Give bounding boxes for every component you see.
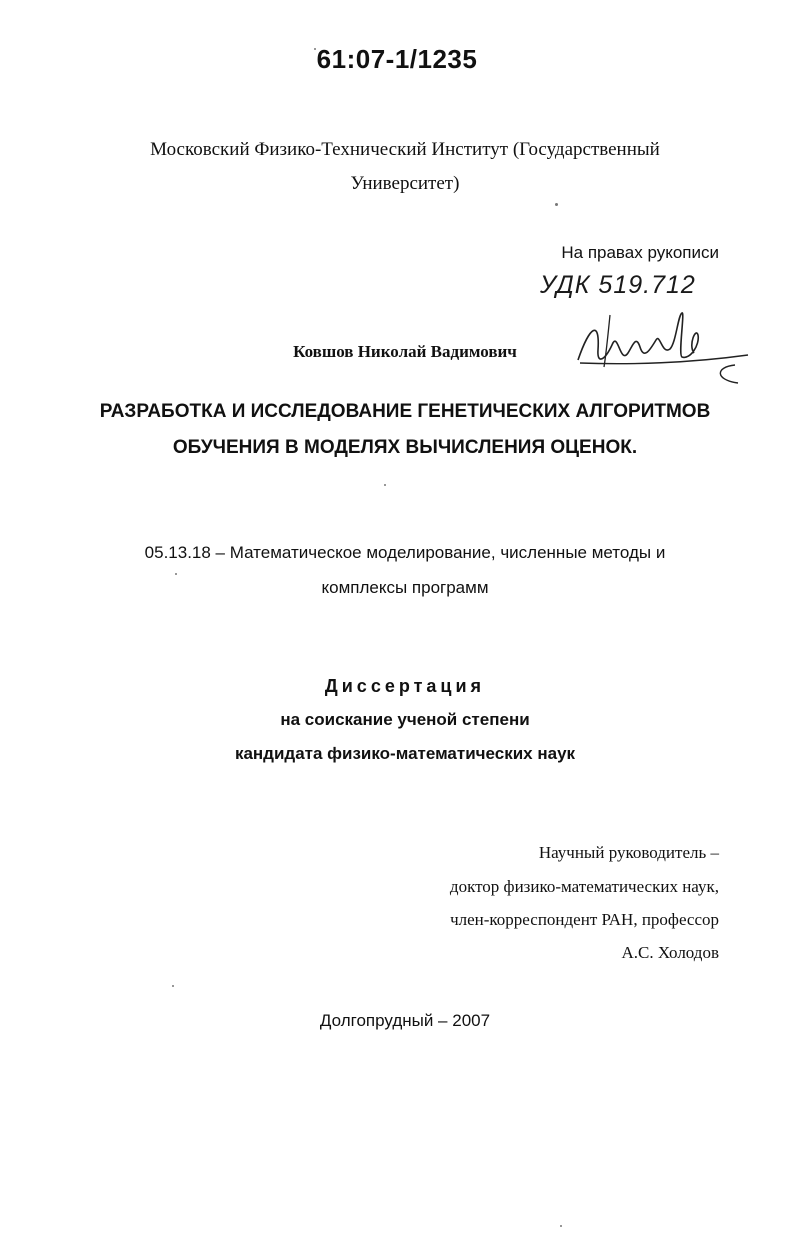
- specialty-line-1: 05.13.18 – Математическое моделирование, численные методы и: [144, 543, 666, 562]
- specialty-line-2: комплексы программ: [321, 578, 489, 597]
- signature-icon: [570, 305, 755, 390]
- title-line-2: ОБУЧЕНИЯ В МОДЕЛЯХ ВЫЧИСЛЕНИЯ ОЦЕНОК.: [172, 437, 638, 458]
- institution-line-1: Московский Физико-Технический Институт (Государственный: [150, 139, 660, 160]
- institution-line-2: Университет): [350, 173, 460, 194]
- supervisor-line-4: А.С. Холодов: [621, 943, 719, 962]
- scan-speck: [555, 203, 558, 206]
- degree-line-1: на соискание ученой степени: [280, 710, 530, 729]
- author-name: Ковшов Николай Вадимович: [293, 342, 517, 361]
- udk-handwritten: УДК 519.712: [540, 271, 696, 299]
- supervisor-line-2: доктор физико-математических наук,: [449, 877, 719, 896]
- scan-speck: [560, 1225, 562, 1227]
- document-type: Диссертация: [324, 676, 486, 696]
- supervisor-line-3: член-корреспондент РАН, профессор: [450, 910, 719, 929]
- scan-speck: [172, 985, 174, 987]
- scan-speck: [314, 48, 316, 50]
- archive-code: 61:07-1/1235: [316, 44, 478, 74]
- title-line-1: РАЗРАБОТКА И ИССЛЕДОВАНИЕ ГЕНЕТИЧЕСКИХ АЛГОРИТМОВ: [99, 401, 711, 422]
- scan-speck: [384, 484, 386, 486]
- scan-speck: [175, 573, 177, 575]
- manuscript-note: На правах рукописи: [561, 243, 719, 262]
- place-year: Долгопрудный – 2007: [319, 1011, 491, 1030]
- degree-line-2: кандидата физико-математических наук: [234, 744, 576, 763]
- supervisor-line-1: Научный руководитель –: [538, 843, 719, 862]
